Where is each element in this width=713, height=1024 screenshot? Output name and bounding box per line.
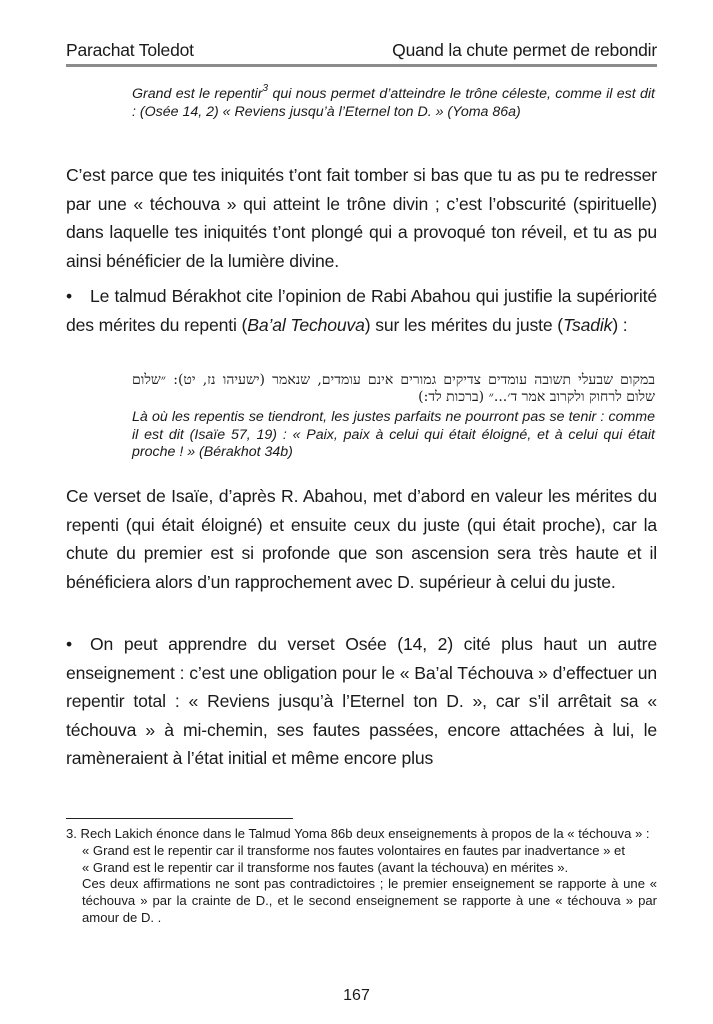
term-tsadik: Tsadik bbox=[563, 314, 613, 335]
paragraph-2 bbox=[66, 282, 657, 339]
opening-quote-part1: Grand est le repentir bbox=[132, 86, 263, 102]
footnote-line-3: « Grand est le repentir car il transforme nos fautes (avant la téchouva) en mérites ». bbox=[82, 859, 569, 875]
paragraph-4 bbox=[66, 630, 657, 773]
opening-quote bbox=[132, 83, 655, 121]
paragraph-4-text: On peut apprendre du verset Osée (14, 2) cité plus haut un autre enseignement : c’est une obligation pour le « Ba’al Téchouva » d’effectuer un repentir total : « Reviens jusqu’à l’Eternel ton D. », car s’il arrêtait sa « téchouva » à mi-chemin, ses fautes passées, encore attachées à lui, le ramèneraient à l’état initial et même encore plus bbox=[66, 634, 657, 768]
bullet: • bbox=[66, 634, 73, 654]
header-chapter-title: Quand la chute permet de rebondir bbox=[392, 40, 657, 60]
translation-quote: Là où les repentis se tiendront, les justes parfaits ne pourront pas se tenir : comme il est dit (Isaïe 57, 19) : « Paix, paix à celui qui était éloigné, et à celui qui était proche ! » (Bérakhot 34b) bbox=[132, 409, 655, 460]
header-rule bbox=[66, 64, 657, 67]
header-parasha-title: Parachat Toledot bbox=[66, 40, 194, 60]
footnote-line-1: 3. Rech Lakich énonce dans le Talmud Yoma 86b deux enseignements à propos de la « téchouva » : bbox=[66, 826, 650, 841]
footnote-separator bbox=[66, 818, 293, 819]
footnote-line-2: « Grand est le repentir car il transforme nos fautes volontaires en fautes par inadvertance » et bbox=[82, 842, 625, 858]
hebrew-quote: במקום שבעלי תשובה עומדים צדיקים גמורים אינם עומדים, שנאמר (ישעיהו נז, יט): ״שלום שלום לרחוק ולקרוב אמר ד׳...״ (ברכות לד:) bbox=[132, 372, 655, 405]
term-baal-techouva: Ba’al Techouva bbox=[247, 314, 365, 335]
running-header bbox=[66, 38, 657, 62]
footnote-3 bbox=[66, 826, 657, 927]
paragraph-1: C’est parce que tes iniquités t’ont fait tomber si bas que tu as pu te redresser par une « téchouva » qui atteint le trône divin ; c’est l’obscurité (spirituelle) dans laquelle tes iniquités t’ont plongé qui a provoqué ton réveil, et tu as pu ainsi bénéficier de la lumière divine. bbox=[66, 165, 657, 271]
opening-quote-part2: qui nous permet d’atteindre le trône céleste, comme il est dit : (Osée 14, 2) « Reviens jusqu’à l’Eternel ton D. » (Yoma 86a) bbox=[132, 86, 655, 120]
bullet: • bbox=[66, 286, 73, 306]
paragraph-2-text1: Le talmud Bérakhot cite l’opinion de Rabi Abahou qui justifie la supériorité des mérites du repenti ( bbox=[66, 286, 657, 335]
paragraph-3: Ce verset de Isaïe, d’après R. Abahou, met d’abord en valeur les mérites du repenti (qui était éloigné) et ensuite ceux du juste (qui était proche), car la chute du premier est si profonde que son ascension sera très haute et il bénéficiera alors d’un rapprochement avec D. supérieur à celui du juste. bbox=[66, 486, 657, 592]
page-number: 167 bbox=[343, 987, 370, 1004]
paragraph-2-text2: ) sur les mérites du juste ( bbox=[364, 314, 563, 335]
footnote-line-4: Ces deux affirmations ne sont pas contradictoires ; le premier enseignement se rapporte à une « téchouva » par la crainte de D., et le second enseignement se rapporte à une « téchouva » par amour de D. . bbox=[82, 876, 657, 925]
paragraph-2-text3: ) : bbox=[612, 314, 628, 335]
footnote-ref[interactable]: 3 bbox=[262, 83, 269, 94]
